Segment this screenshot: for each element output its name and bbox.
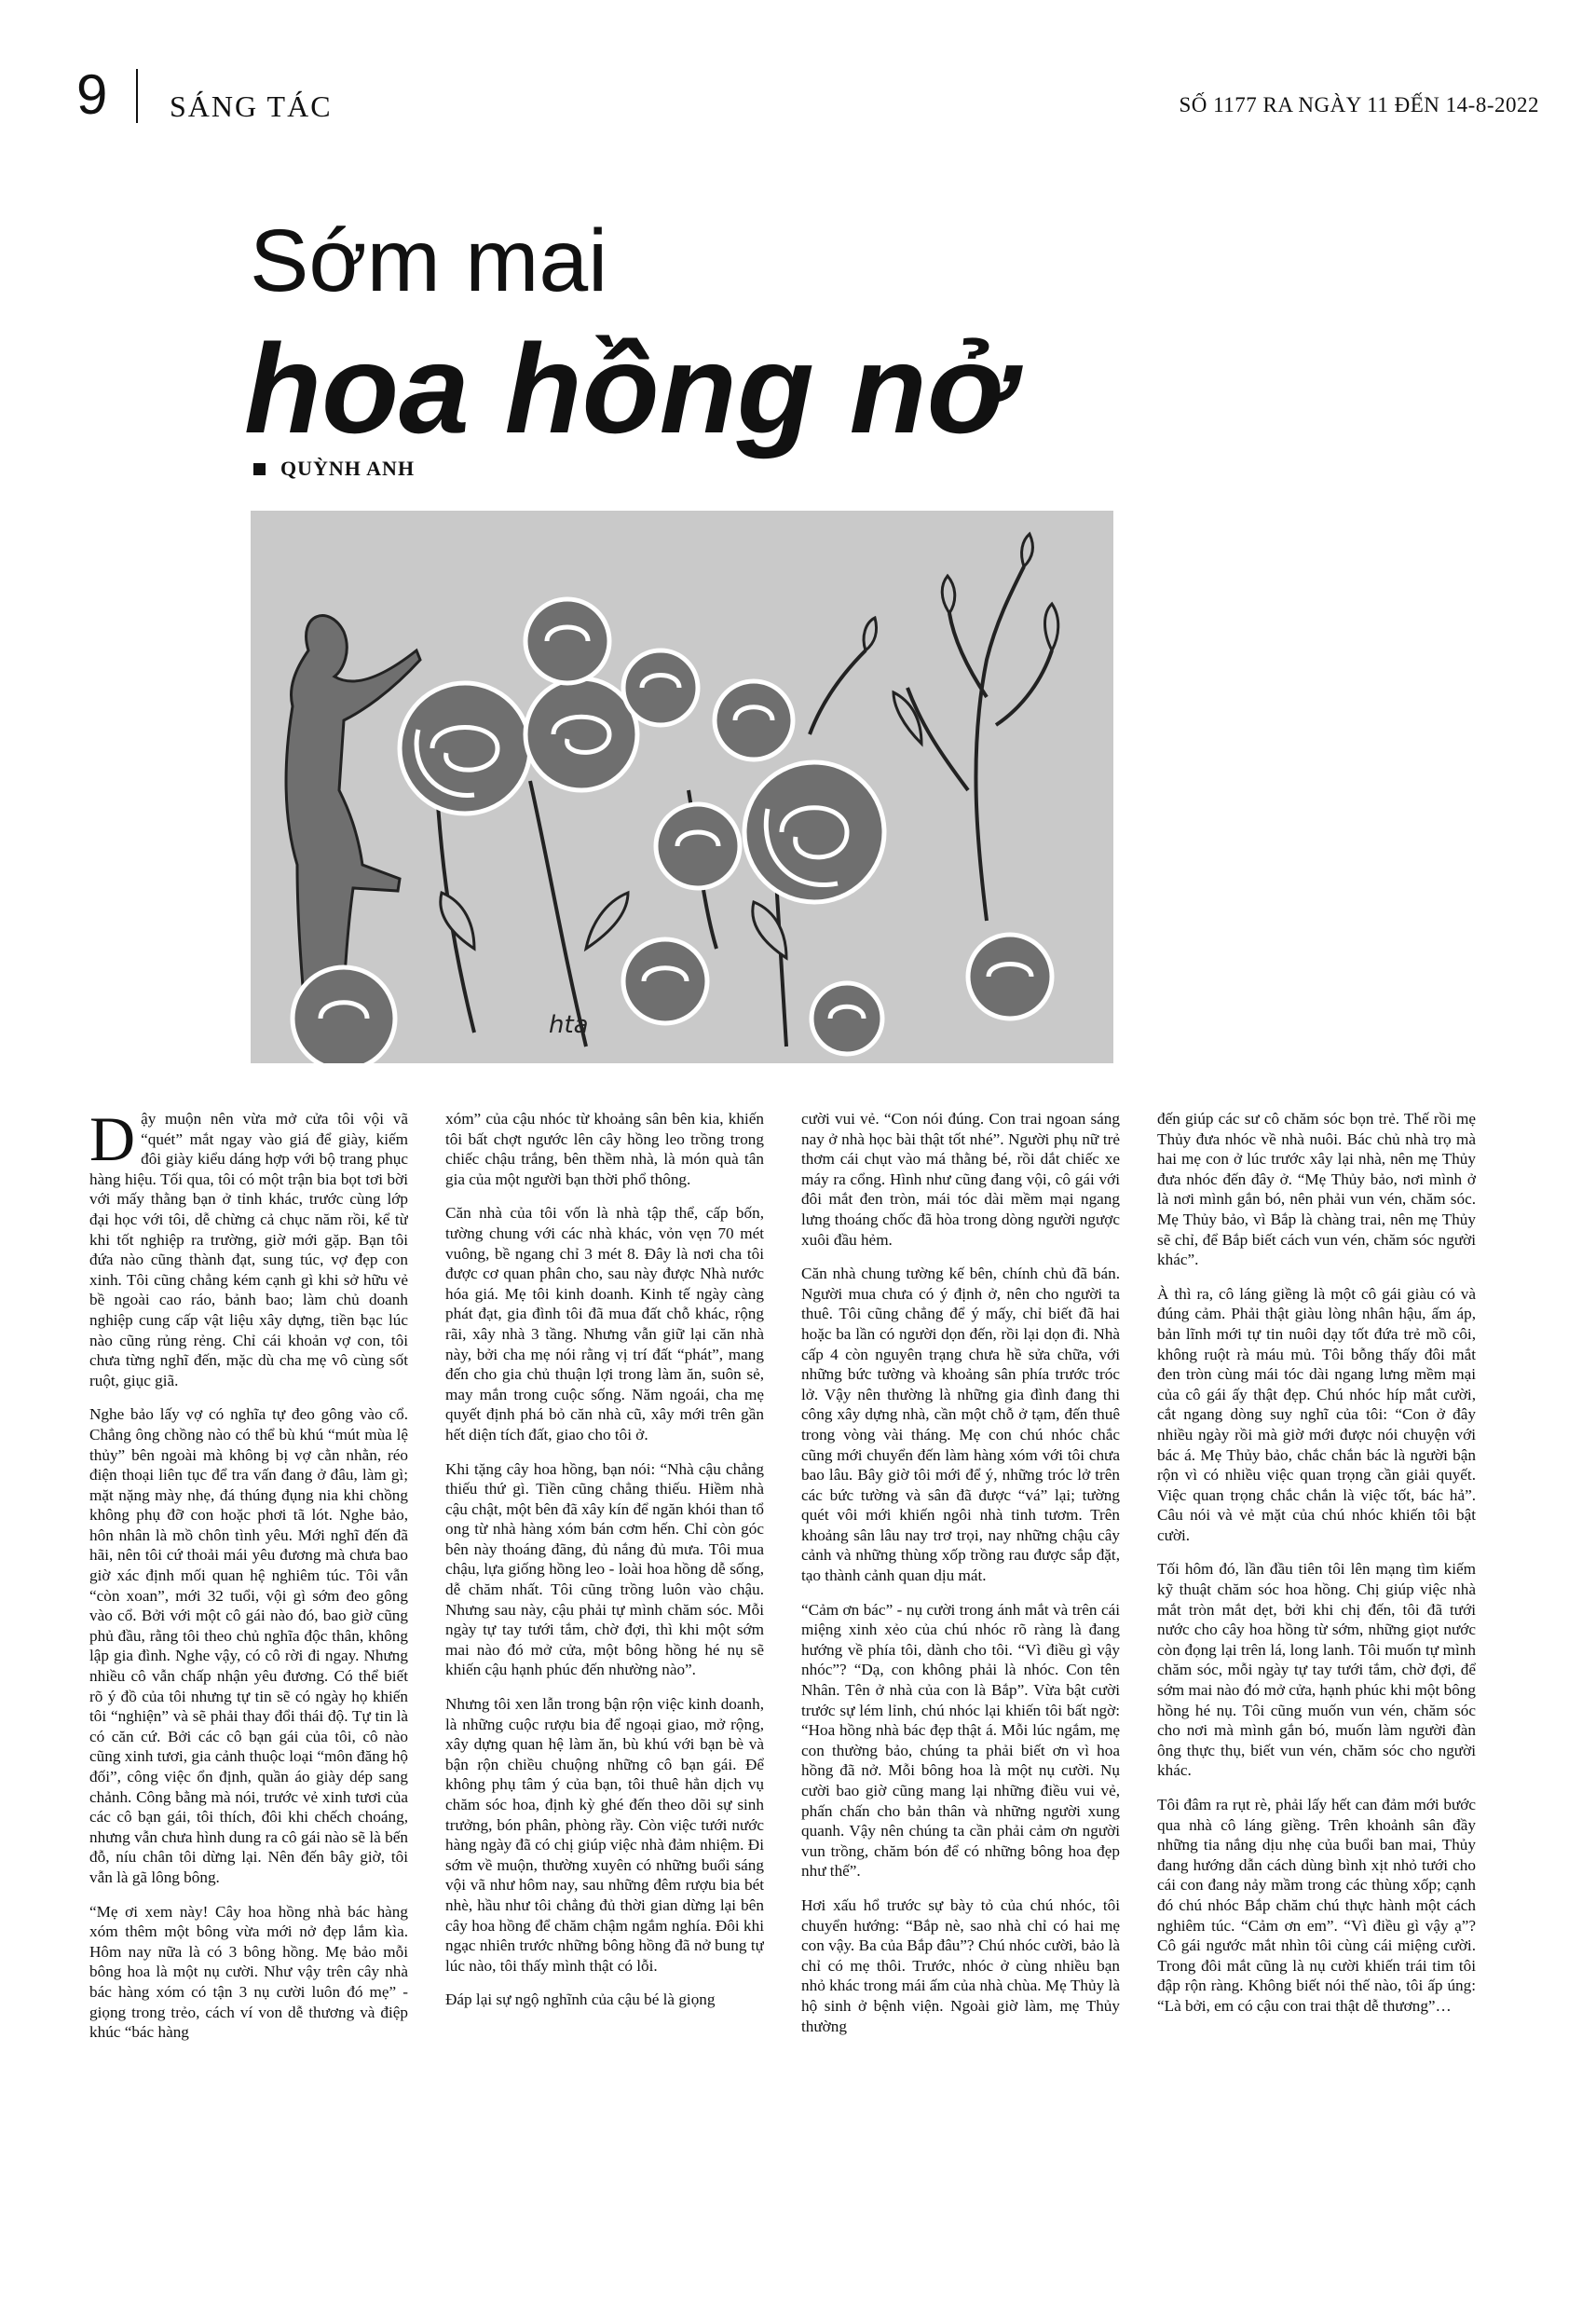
title-line-2: hoa hồng nở xyxy=(244,318,1013,459)
section-name: SÁNG TÁC xyxy=(170,89,333,123)
rose xyxy=(623,650,698,725)
rose xyxy=(812,983,882,1054)
paragraph xyxy=(89,1109,408,1390)
rose xyxy=(968,935,1052,1019)
paragraph: “Cảm ơn bác” - nụ cười trong ánh mắt và trên cái miệng xinh xẻo của chú nhóc rõ ràng là đang hướng về phía tôi, dành cho tôi. “Vì điều gì vậy nhóc”? “Dạ, con không phải là nhóc. Con tên Nhân. Tên ở nhà của con là Bắp”. Vừa bật cười trước sự lém lỉnh, chú nhóc lại khiến tôi bất ngờ: “Hoa hồng nhà bác đẹp thật á. Mỗi lúc ngắm, mẹ con thường bảo, chúng ta phải biết ơn vì hoa hồng đã nở. Mỗi bông hoa là một nụ cười. Nụ cười bao giờ cũng mang lại những điều vui vẻ, phấn chấn cho bản thân và những người xung quanh. Vậy nên chúng ta cần phải cảm ơn người vun trồng, chăm bón để có những bông hoa đẹp như thế”. xyxy=(801,1600,1120,1881)
article-column-4 xyxy=(1157,1109,1476,2227)
article-column-1 xyxy=(89,1109,408,2227)
square-bullet-icon xyxy=(253,463,266,475)
paragraph: Đáp lại sự ngộ nghĩnh của cậu bé là giọng xyxy=(445,1991,716,2009)
article-column-3 xyxy=(801,1109,1120,2227)
rose xyxy=(715,681,793,759)
rose xyxy=(525,599,609,683)
paragraph: Tôi đâm ra rụt rè, phải lấy hết can đảm mới bước qua nhà cô láng giềng. Trên khoảnh sân đầy những tia nắng dịu nhẹ của buổi ban mai, Thủy đang hướng dẫn cách dùng bình xịt nhỏ tưới cho cái con đang nảy mầm trong các thùng xốp; cạnh đó chú nhóc Bắp chăm chú thực hành một cách nghiêm túc. “Cảm ơn em”. “Vì điều gì vậy ạ”? Cô gái ngước mắt nhìn tôi cùng cái miệng cười. Trong đôi mắt cũng là nụ cười khiến trái tim tôi đập rộn ràng. Không biết nói thế nào, tôi ấp úng: “Là bởi, em có cậu con trai thật dễ thương”… xyxy=(1157,1796,1476,2015)
page-number: 9 xyxy=(76,63,108,126)
paragraph-text: ậy muộn nên vừa mở cửa tôi vội vã “quét” mắt ngay vào giá để giày, kiếm đôi giày kiểu dáng hợp với bộ trang phục hàng hiệu. Tối qua, tôi có một trận bia bọt tơi bời với mấy thằng bạn ở tỉnh khác, trước cùng lớp đại học với tôi, dễ chừng cả chục năm rồi, kể từ khi tốt nghiệp ra trường, giờ mới gặp. Bạn tôi đứa nào cũng thành đạt, sung túc, vợ đẹp con xinh. Tôi cũng chẳng kém cạnh gì khi sở hữu vẻ bề ngoài cao ráo, bảnh bao; làm chủ doanh nghiệp cung cấp vật liệu xây dựng, tiền bạc lúc nào cũng rủng rẻng. Chỉ cái khoản vợ con, tôi chưa từng nghĩ đến, mặc dù cha mẹ vô cùng sốt ruột, giục giã. xyxy=(89,1110,408,1389)
paragraph: Tối hôm đó, lần đầu tiên tôi lên mạng tìm kiếm kỹ thuật chăm sóc hoa hồng. Chị giúp việc nhà mắt tròn mắt dẹt, bởi khi chị đến, tôi đã tưới nước cho cây hoa hồng từ sớm, những giọt nước còn đọng lại trên lá, long lanh. Tôi muốn tự mình chăm sóc, mỗi ngày tự tay tưới tắm, chờ đợi, để sớm mai nào đó mở cửa, hạnh phúc khi một bông hồng hé nụ. Tôi cũng muốn vun vén, chăm sóc cho nơi mà mình gắn bó, muốn làm người đàn ông thực thụ, biết vun vén, chăm sóc cho người khác. xyxy=(1157,1560,1476,1780)
article-column-2 xyxy=(445,1109,764,2227)
rose xyxy=(400,683,530,814)
rose-illustration xyxy=(251,511,1113,1063)
issue-info: SỐ 1177 RA NGÀY 11 ĐẾN 14-8-2022 xyxy=(1179,93,1539,116)
paragraph: đến giúp các sư cô chăm sóc bọn trẻ. Thế rồi mẹ Thủy đưa nhóc về nhà nuôi. Bác chủ nhà trọ mà hai mẹ con ở lúc trước xây lại nhà, nên mẹ Thủy đưa nhóc đến đây ở. “Mẹ Thủy bảo, nơi mình ở là nơi mình gắn bó, nên phải vun vén, chăm sóc. Mẹ Thủy bảo, vì Bắp là chàng trai, nên mẹ Thủy sẽ chỉ, để Bắp biết cách vun vén, chăm sóc người khác”. xyxy=(1157,1110,1476,1269)
rose xyxy=(293,967,395,1063)
rose xyxy=(525,678,637,790)
paragraph: cười vui vẻ. “Con nói đúng. Con trai ngoan sáng nay ở nhà học bài thật tốt nhé”. Người phụ nữ trẻ thơm cái chụt vào má thằng bé, rồi dắt chiếc xe máy ra cổng. Hình như cũng đang vội, cô gái với đôi mắt đen tròn, mái tóc dài mềm mại ngang lưng thoáng chốc đã hòa trong dòng người ngược xuôi đầu hẻm. xyxy=(801,1110,1120,1249)
rose xyxy=(656,804,740,888)
rose xyxy=(623,939,707,1023)
title-line-1: Sớm mai xyxy=(250,212,608,310)
paragraph: Khi tặng cây hoa hồng, bạn nói: “Nhà cậu chẳng thiếu thứ gì. Tiền cũng chẳng thiếu. Hiềm nhà cậu chật, một bên đã xây kín để ngăn khói than tổ ong từ nhà hàng xóm bán cơm hến. Chỉ còn góc bên này thoáng đãng, đủ nắng đủ mưa. Tôi mua chậu, lựa giống hồng leo - loài hoa hồng dễ sống, dễ chăm nhất. Tôi cũng trồng luôn vào chậu. Nhưng sau này, cậu phải tự mình chăm sóc. Mỗi ngày tự tay tưới tắm, chờ đợi, thì khi một sớm mai nào đó mở cửa, một bông hồng hé nụ sẽ khiến cậu hạnh phúc đến nhường nào”. xyxy=(445,1459,764,1679)
paragraph: Hơi xấu hổ trước sự bày tỏ của chú nhóc, tôi chuyển hướng: “Bắp nè, sao nhà chỉ có hai mẹ con vậy. Ba của Bắp đâu”? Chú nhóc cười, bảo là chỉ có mẹ thôi. Trước, nhóc ở cùng nhiều bạn nhỏ khác trong mái ấm của nhà chùa. Mẹ Thủy là hộ sinh ở bệnh viện. Ngoài giờ làm, mẹ Thủy thường xyxy=(801,1895,1120,2035)
paragraph: Căn nhà chung tường kế bên, chính chủ đã bán. Người mua chưa có ý định ở, nên cho người ta thuê. Tôi cũng chẳng để ý mấy, chỉ biết đã hai hoặc ba lần có người dọn đến, rồi lại dọn đi. Nhà cấp 4 còn nguyên trạng chưa hề sửa chữa, với những bức tường và khoảng sân phía trước tróc lở. Vậy nên thường là những gia đình đang thi công xây dựng nhà, cần một chỗ ở tạm, đến thuê trong vòng vài tháng. Mẹ con chú nhóc chắc cũng mới chuyển đến làm hàng xóm với tôi chưa bao lâu. Bây giờ tôi mới để ý, những tróc lở trên các bức tường và sân đã được “vá” lại; tường quét vôi mới khiến ngôi nhà tinh tươm. Trên khoảng sân lâu nay trơ trọi, nay những chậu cây cảnh và những thùng xốp trồng rau được sắp đặt, tạo thành cảnh quan dịu mát. xyxy=(801,1265,1120,1585)
page-header xyxy=(76,62,1539,132)
drop-cap: D xyxy=(89,1109,136,1174)
header-divider xyxy=(136,69,138,123)
author-name: QUỲNH ANH xyxy=(280,457,416,480)
paragraph: Căn nhà của tôi vốn là nhà tập thể, cấp bốn, tường chung với các nhà khác, vỏn vẹn 70 mét vuông, bề ngang chỉ 3 mét 8. Đây là nơi cha tôi được cơ quan phân cho, sau này được Nhà nước hóa giá. Mẹ tôi kinh doanh. Kinh tế ngày càng phát đạt, gia đình tôi đã mua đất chỗ khác, rộng rãi, xây nhà 3 tầng. Nhưng vẫn giữ lại căn nhà này, bởi cha mẹ nói rằng vị trí đất “phát”, mang đến cho gia chủ thuận lợi trong làm ăn, suôn sẻ, may mắn trong cuộc sống. Năm ngoái, cha mẹ quyết định phá bỏ căn nhà cũ, xây mới trên gần hết diện tích đất, giao cho tôi ở. xyxy=(445,1204,764,1443)
paragraph: Nghe bảo lấy vợ có nghĩa tự đeo gông vào cổ. Chẳng ông chồng nào có thể bù khú “mút mùa lệ thủy” bên ngoài mà không bị vợ cằn nhằn, réo điện thoại liên tục để tra vấn đang ở đâu, làm gì; mặt nặng mày nhẹ, đá thúng đụng nia khi chồng không phụ đỡ con hoặc phơi tã lót. Nghe bảo, hôn nhân là mồ chôn tình yêu. Mới nghĩ đến đã hãi, nên tôi cứ thoải mái yêu đương mà chưa bao giờ xác định mối quan hệ nghiêm túc. Tôi vẫn “còn xoan”, mới 32 tuổi, vội gì sớm đeo gông vào cổ. Bởi với một cô gái nào đó, bao giờ cũng phủ đầu, rằng tôi theo chủ nghĩa độc thân, không lập gia đình. Nghe vậy, có cô rời đi ngay. Nhưng nhiều cô vẫn chấp nhận yêu đương. Có thể biết rõ ý đồ của tôi nhưng tự tin sẽ có ngày họ khiến tôi “nghiện” và sẽ phải thay đổi thái độ. Tự tin là có căn cứ. Bởi các cô bạn gái của tôi, cô nào cũng xinh tươi, gia cảnh thuộc loại “môn đăng hộ đối”, công việc ổn định, quần áo giày dép sang chảnh. Công bằng mà nói, trước vẻ xinh tươi của các cô bạn gái, tôi thích, đôi khi chếch choáng, nhưng vẫn chưa hình dung ra cô gái nào sẽ là bến đỗ, níu chân tôi dừng lại. Nên đến bây giờ, tôi vẫn là gã lông bông. xyxy=(89,1405,408,1886)
paragraph: À thì ra, cô láng giềng là một cô gái giàu có và đúng cảm. Phải thật giàu lòng nhân hậu, ấm áp, bản lĩnh mới tự tin nuôi dạy tốt đứa trẻ mồ côi, không ruột rà máu mủ. Tôi bỗng thấy đôi mắt đen tròn cùng mái tóc dài ngang lưng mềm mại của cô gái ấy thật đẹp. Chú nhóc híp mắt cười, cắt ngang dòng suy nghĩ của tôi: “Con ở đây nhiều ngày rồi mà giờ mới được nói chuyện với bác á. Mẹ Thủy bảo, chắc chắn bác là người bận rộn vì có nhiều việc quan trọng cần giải quyết. Việc quan trọng chắc chắn là việc tốt, bác hả”. Câu nói và vẻ mặt của chú nhóc khiến tôi bật cười. xyxy=(1157,1284,1476,1544)
paragraph: “Mẹ ơi xem này! Cây hoa hồng nhà bác hàng xóm thêm một bông vừa mới nở đẹp lắm kìa. Hôm nay nữa là có 3 bông hồng. Mẹ bảo mỗi bông hoa là một nụ cười. Như vậy trên cây nhà bác hàng xóm có tận 3 nụ cười luôn đó mẹ” - giọng trong trẻo, cách ví von dễ thương và điệp khúc “bác hàng xyxy=(89,1902,408,2042)
author-byline xyxy=(253,457,415,481)
rose xyxy=(744,762,884,902)
paragraph: xóm” của cậu nhóc từ khoảng sân bên kia, khiến tôi bất chợt ngước lên cây hồng leo trồng trong chiếc chậu trắng, bên thềm nhà, là món quà tân gia của một người bạn thời phổ thông. xyxy=(445,1110,764,1188)
paragraph: Nhưng tôi xen lẫn trong bận rộn việc kinh doanh, là những cuộc rượu bia để ngoại giao, mở rộng, xây dựng quan hệ làm ăn, bù khú với bạn bè và bận rộn chiều chuộng những cô bạn gái. Để không phụ tâm ý của bạn, tôi thuê hẳn dịch vụ chăm sóc hoa, định kỳ ghé đến theo dõi sự sinh trưởng, bón phân, phòng rầy. Còn việc tưới nước hàng ngày đã có chị giúp việc nhà đảm nhiệm. Đi sớm về muộn, thường xuyên có những buổi sáng vội vã như hôm nay, sau những đêm rượu bia bét nhè, hầu như tôi chẳng đủ thời gian dừng lại bên cây hoa hồng để chăm chậm ngắm nghía. Đôi khi ngạc nhiên trước những bông hồng đã nở bung tự lúc nào, tôi thấy mình thật có lỗi. xyxy=(445,1695,764,1975)
illustration-signature: hta xyxy=(549,1011,589,1039)
